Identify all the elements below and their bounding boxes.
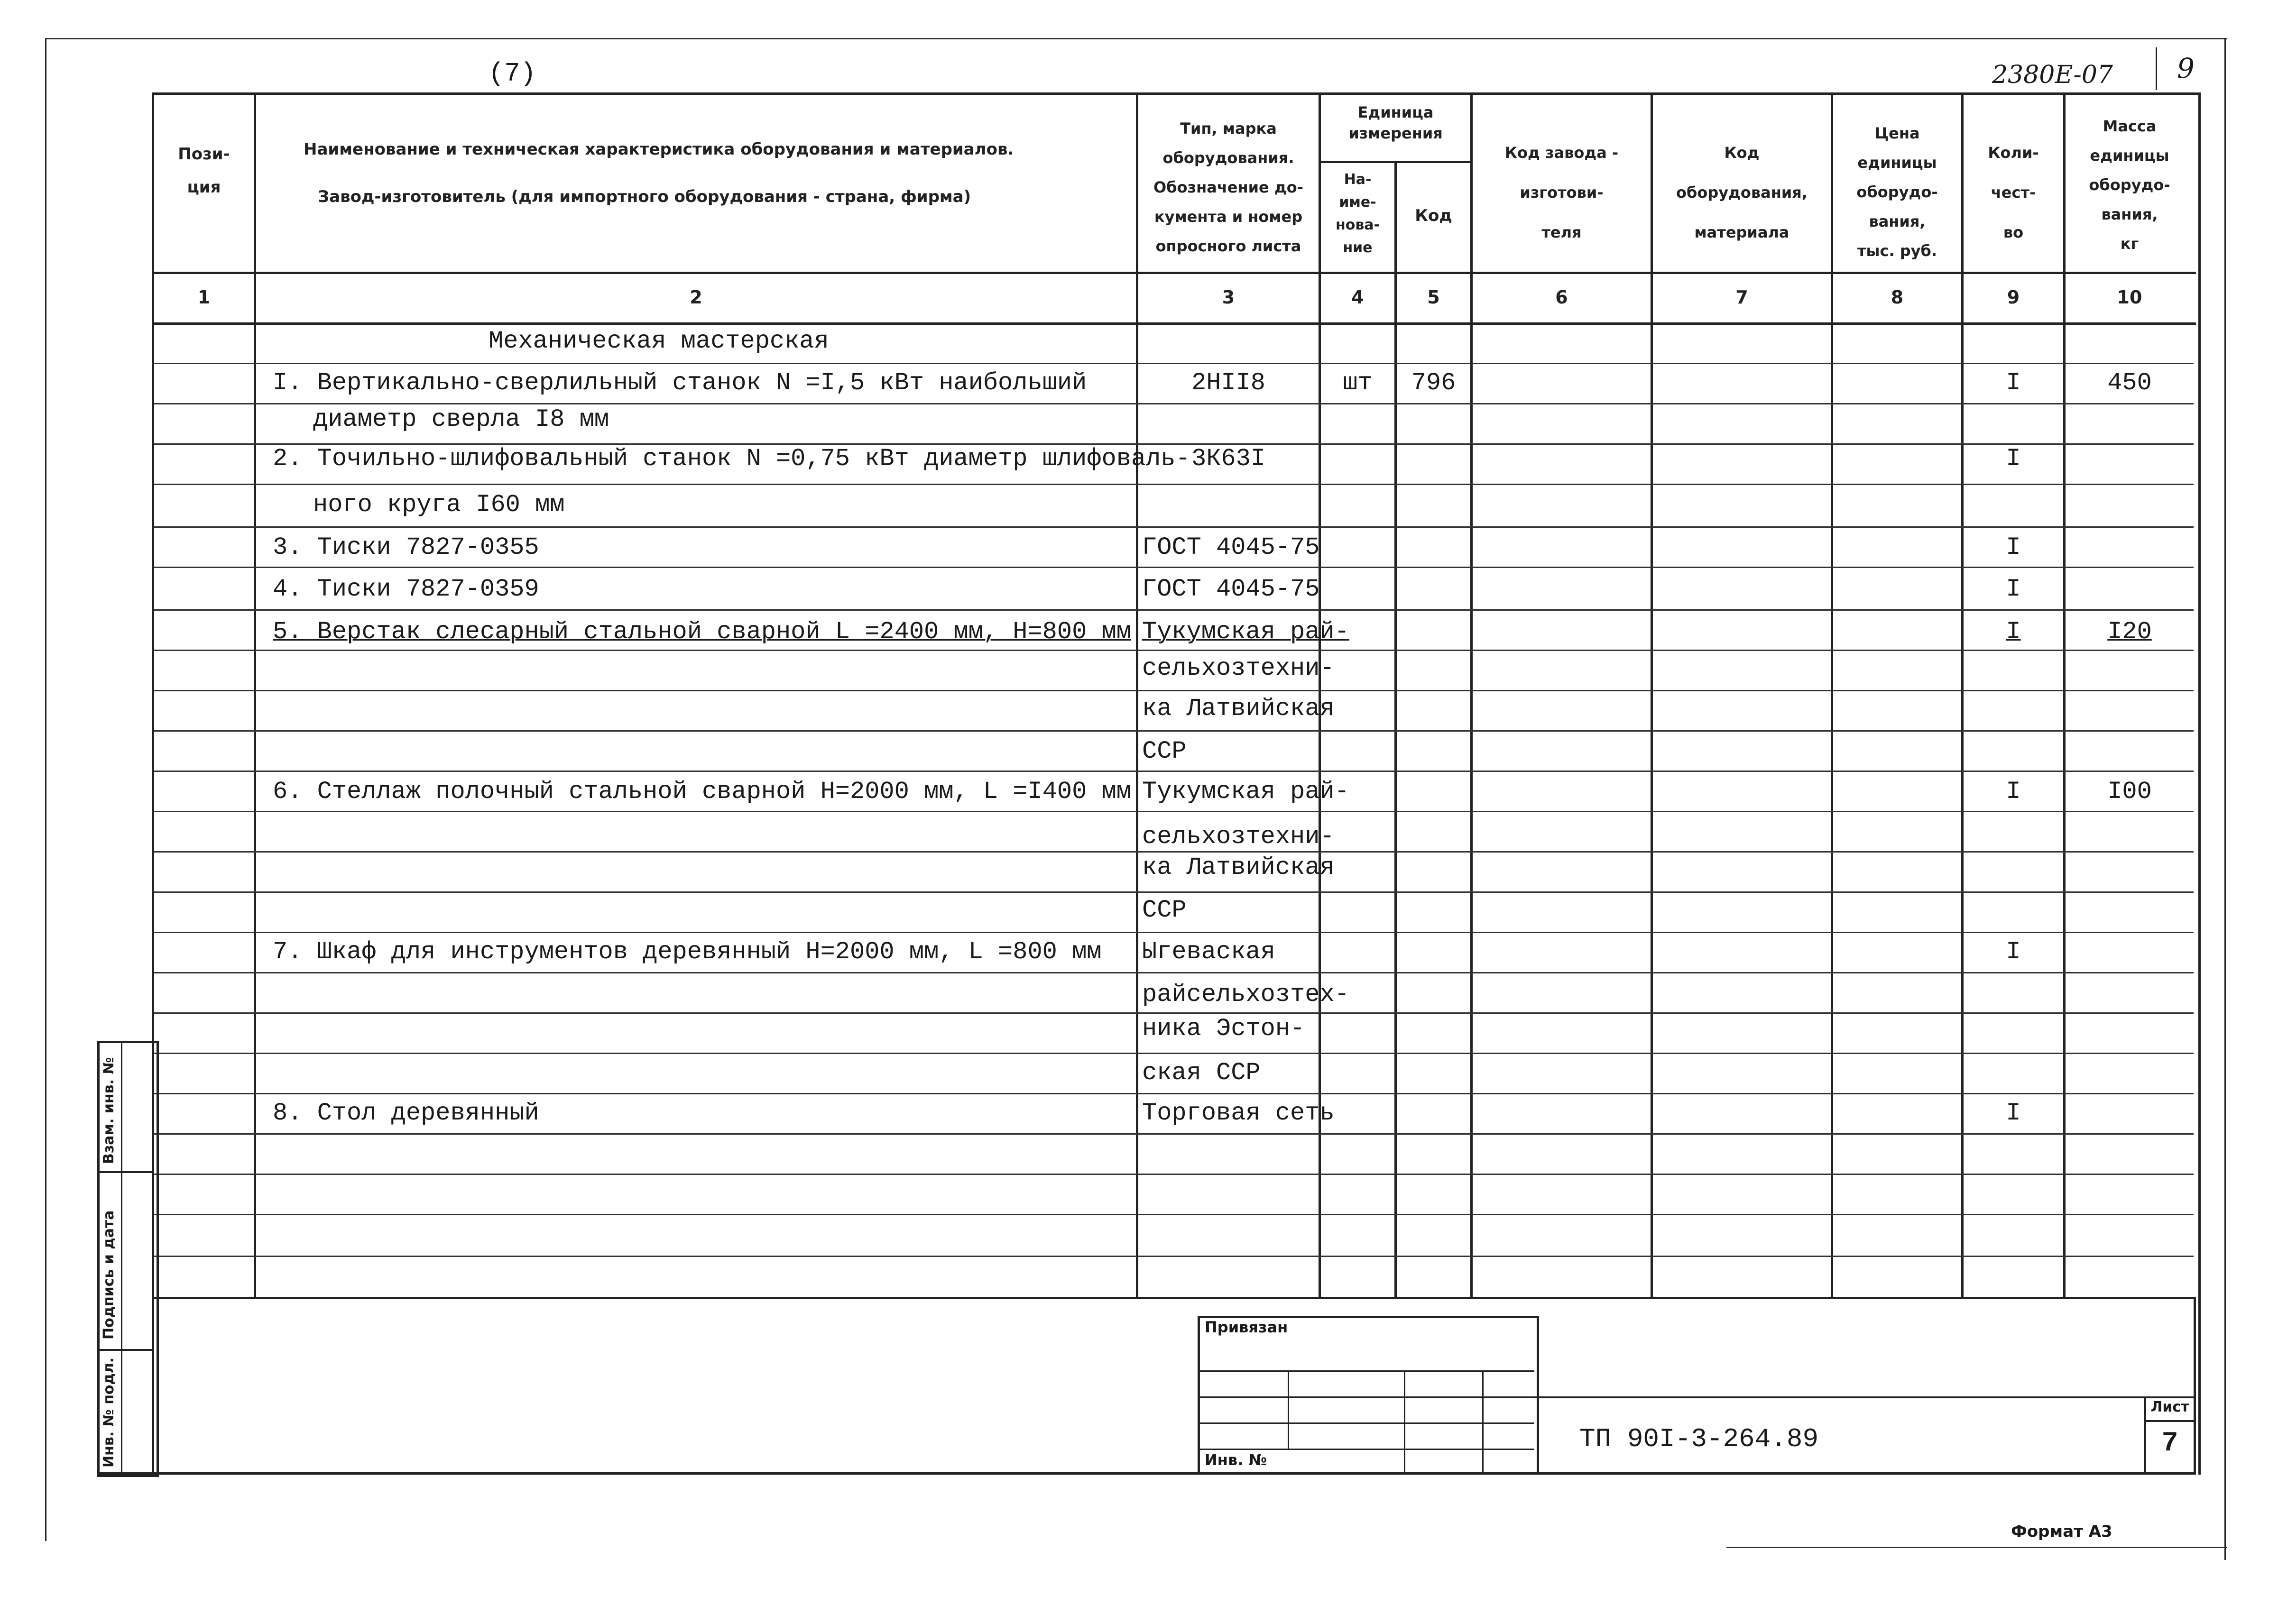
- frame-bottom-line: [97, 1472, 2196, 1475]
- row-line: [154, 567, 2194, 568]
- col-number: 6: [1555, 287, 1568, 308]
- item-name-cont: ного круга I60 мм: [313, 491, 565, 519]
- side-stamp-divider: [121, 1041, 122, 1472]
- row-line: [154, 1256, 2194, 1257]
- table-bottom-line: [152, 1297, 2196, 1299]
- privyazan-label: Привязан: [1205, 1318, 1288, 1336]
- row-line: [154, 972, 2194, 973]
- col-number: 7: [1735, 287, 1748, 308]
- code-block-top: [1534, 1396, 2196, 1398]
- col-number: 10: [2117, 287, 2142, 308]
- col-number: 9: [2007, 287, 2020, 308]
- item-type: Тукумская рай-: [1142, 618, 1349, 646]
- col-number: 3: [1222, 287, 1235, 308]
- corner-sheet-number: 9: [2177, 52, 2195, 84]
- item-name: 3. Тиски 7827-0355: [273, 533, 539, 561]
- header-position: Пози- ция: [178, 145, 230, 197]
- item-name: 5. Верстак слесарный стальной сварной L =2400 мм, Н=800 мм: [273, 618, 1131, 646]
- header-plant-code: Код завода - изготови- теля: [1504, 144, 1619, 241]
- item-mass: I00: [2107, 778, 2152, 806]
- item-type: 3К63I: [1191, 445, 1266, 473]
- row-line: [154, 851, 2194, 853]
- item-type: Торговая сеть: [1142, 1099, 1335, 1127]
- header-bottom-line: [152, 272, 2196, 274]
- item-quantity: I: [2006, 1099, 2021, 1127]
- unit-header-divider: [1319, 161, 1470, 163]
- item-type: Тукумская рай-: [1142, 778, 1349, 806]
- header-type: Тип, марка оборудования. Обозначение до- кумента и номер опросного листа: [1153, 119, 1303, 255]
- col-divider: [1394, 161, 1397, 1297]
- item-quantity: I: [2006, 533, 2021, 561]
- row-line: [154, 484, 2194, 485]
- item-type-cont: райсельхозтех-: [1142, 981, 1349, 1009]
- section-title: Механическая мастерская: [489, 327, 829, 355]
- outer-bottom-line: [1726, 1547, 2227, 1548]
- header-unit: Единица измерения: [1348, 103, 1443, 142]
- item-type-cont: сельхозтехни-: [1142, 654, 1335, 682]
- outer-left-line: [45, 38, 46, 1541]
- item-type-cont: сельхозтехни-: [1142, 823, 1335, 851]
- col-number: 4: [1351, 287, 1364, 308]
- header-name-line1: Наименование и техническая характеристика оборудования и материалов.: [304, 140, 1014, 159]
- row-line: [154, 1174, 2194, 1175]
- item-type-cont: ская ССР: [1142, 1059, 1261, 1087]
- item-type: Ыгеваская: [1142, 938, 1275, 966]
- item-type-cont: ССР: [1142, 737, 1187, 765]
- frame-right-line: [2194, 1297, 2196, 1475]
- header-equipment-code: Код оборудования, материала: [1676, 144, 1808, 241]
- side-stamp-divider: [97, 1349, 154, 1351]
- item-name: I. Вертикально-сверлильный станок N =I,5 кВт наибольший: [273, 369, 1087, 397]
- row-line: [154, 1093, 2194, 1094]
- row-line: [154, 526, 2194, 528]
- row-line: [154, 1133, 2194, 1135]
- header-quantity: Коли- чест- во: [1988, 144, 2039, 241]
- row-line: [154, 403, 2194, 404]
- list-label: Лист: [2150, 1399, 2189, 1415]
- row-line: [154, 730, 2194, 732]
- item-type: ГОСТ 4045-75: [1142, 575, 1320, 603]
- header-mass: Масса единицы оборудо- вания, кг: [2089, 117, 2170, 253]
- item-type: 2НII8: [1191, 369, 1266, 397]
- format-label: Формат А3: [2011, 1522, 2112, 1541]
- item-type-cont: ССР: [1142, 896, 1187, 924]
- item-name: 6. Стеллаж полочный стальной сварной Н=2000 мм, L =I400 мм: [273, 778, 1131, 806]
- list-number: 7: [2161, 1428, 2178, 1459]
- item-quantity: I: [2006, 618, 2021, 646]
- item-name: 2. Точильно-шлифовальный станок N =0,75 кВт диаметр шлифоваль-: [273, 445, 1190, 473]
- item-quantity: I: [2006, 778, 2021, 806]
- privyazan-divider: [1198, 1449, 1534, 1450]
- page-marker: (7): [488, 58, 536, 89]
- privyazan-divider: [1198, 1370, 1534, 1372]
- row-line: [154, 891, 2194, 893]
- col-number: 5: [1427, 287, 1440, 308]
- corner-divider: [2156, 47, 2157, 90]
- privyazan-col: [1482, 1370, 1484, 1472]
- col-number: 1: [197, 287, 211, 308]
- item-type-cont: ка Латвийская: [1142, 695, 1335, 723]
- row-line: [154, 771, 2194, 772]
- side-label-vzam: Взам. инв. №: [101, 1057, 117, 1164]
- handwritten-code: 2380E-07: [1992, 61, 2113, 89]
- header-price: Цена единицы оборудо- вания, тыс. руб.: [1856, 124, 1938, 260]
- privyazan-divider: [1198, 1422, 1534, 1424]
- row-line: [154, 363, 2194, 364]
- outer-right-line: [2224, 38, 2226, 1560]
- side-label-inv-podl: Инв. № подл.: [101, 1357, 117, 1468]
- row-line: [154, 609, 2194, 611]
- row-line: [154, 1012, 2194, 1014]
- document-code: ТП 90I-3-264.89: [1579, 1424, 1819, 1454]
- list-divider-h: [2144, 1420, 2196, 1422]
- item-type-cont: ника Эстон-: [1142, 1015, 1305, 1043]
- item-unit: шт: [1343, 369, 1373, 397]
- item-mass: I20: [2107, 618, 2152, 646]
- row-line: [154, 811, 2194, 812]
- item-name: 8. Стол деревянный: [273, 1099, 539, 1127]
- header-name-line2: Завод-изготовитель (для импортного оборудования - страна, фирма): [318, 187, 971, 206]
- outer-top-line: [45, 38, 2227, 39]
- privyazan-col: [1404, 1370, 1405, 1472]
- row-line: [154, 1214, 2194, 1215]
- item-mass: 450: [2107, 369, 2152, 397]
- item-type: ГОСТ 4045-75: [1142, 533, 1320, 561]
- row-line: [154, 650, 2194, 651]
- row-line: [154, 1053, 2194, 1054]
- colnum-bottom-line: [152, 322, 2196, 325]
- row-line: [154, 690, 2194, 691]
- side-label-podpis: Подпись и дата: [101, 1210, 117, 1340]
- item-quantity: I: [2006, 938, 2021, 966]
- item-type-cont: ка Латвийская: [1142, 853, 1335, 881]
- inv-no-label: Инв. №: [1205, 1451, 1267, 1469]
- header-unit-code: Код: [1415, 206, 1452, 225]
- item-name: 7. Шкаф для инструментов деревянный Н=2000 мм, L =800 мм: [273, 938, 1102, 966]
- row-line: [154, 932, 2194, 933]
- side-stamp-divider: [97, 1171, 154, 1173]
- header-unit-name: На- име- нова- ние: [1335, 171, 1380, 256]
- col-number: 8: [1891, 287, 1904, 308]
- item-quantity: I: [2006, 575, 2021, 603]
- item-quantity: I: [2006, 445, 2021, 473]
- col-number: 2: [690, 287, 702, 308]
- privyazan-divider: [1198, 1396, 1534, 1398]
- item-unit-code: 796: [1411, 369, 1456, 397]
- item-name-cont: диаметр сверла I8 мм: [313, 405, 609, 433]
- item-name: 4. Тиски 7827-0359: [273, 575, 539, 603]
- privyazan-col: [1288, 1370, 1289, 1449]
- item-quantity: I: [2006, 369, 2021, 397]
